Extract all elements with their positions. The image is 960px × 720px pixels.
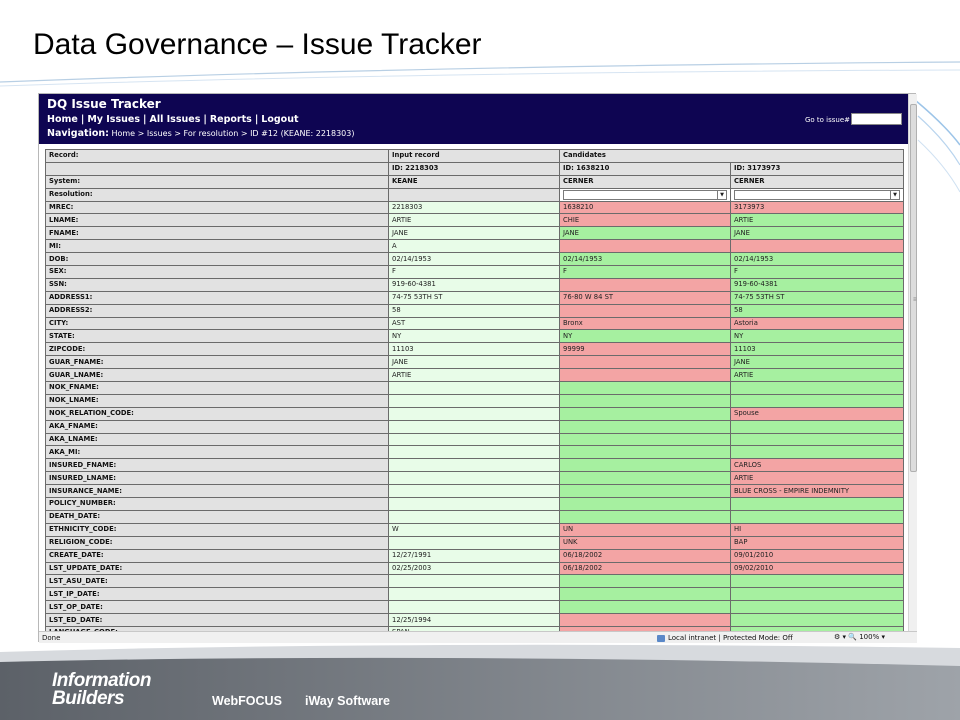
candidate2-value-cell: 02/14/1953 [731,253,904,266]
table-row [46,330,904,343]
candidate2-value-cell [731,420,904,433]
input-value-cell: W [389,523,560,536]
field-label: ZIPCODE: [46,343,389,356]
field-label: DEATH_DATE: [46,510,389,523]
input-value-cell [389,472,560,485]
candidate2-value-cell: BLUE CROSS - EMPIRE INDEMNITY [731,485,904,498]
table-row [46,343,904,356]
field-label: POLICY_NUMBER: [46,498,389,511]
candidate2-value-cell [731,446,904,459]
candidate1-value-cell [560,575,731,588]
input-value-cell: 12/27/1991 [389,549,560,562]
candidate2-value-cell: HI [731,523,904,536]
candidate2-value-cell [731,601,904,614]
field-label: INSURED_FNAME: [46,459,389,472]
field-label: LST_UPDATE_DATE: [46,562,389,575]
app-menu [47,114,299,125]
field-label: LST_ED_DATE: [46,614,389,627]
candidate2-value-cell: JANE [731,227,904,240]
table-row [46,510,904,523]
input-value-cell [389,575,560,588]
input-system: KEANE [389,175,560,188]
table-row [46,549,904,562]
table-row [46,459,904,472]
table-row [46,420,904,433]
menu-my-issues-link[interactable]: My Issues [87,114,140,125]
slide-title: Data Governance – Issue Tracker [33,28,482,61]
candidate2-value-cell [731,382,904,395]
candidate2-system: CERNER [731,175,904,188]
table-resolution-row [46,188,904,201]
candidate2-value-cell: JANE [731,356,904,369]
table-row [46,266,904,279]
input-value-cell [389,498,560,511]
candidate2-value-cell [731,394,904,407]
breadcrumb-path[interactable]: Home > Issues > For resolution > ID #12 (KEANE: 2218303) [111,129,355,138]
candidate2-value-cell [731,588,904,601]
candidate2-value-cell: NY [731,330,904,343]
table-row [46,253,904,266]
candidate1-value-cell [560,394,731,407]
input-value-cell [389,536,560,549]
issue-comparison-table [45,149,904,640]
table-row [46,472,904,485]
record-header: Record: [46,150,389,163]
candidate2-value-cell: F [731,266,904,279]
candidate2-value-cell: ARTIE [731,214,904,227]
table-row [46,201,904,214]
empty-cell [46,162,389,175]
field-label: MI: [46,240,389,253]
table-row [46,601,904,614]
input-value-cell [389,485,560,498]
field-label: ETHNICITY_CODE: [46,523,389,536]
candidate2-value-cell: ARTIE [731,472,904,485]
input-value-cell: 2218303 [389,201,560,214]
table-row [46,562,904,575]
input-value-cell: ARTIE [389,369,560,382]
breadcrumb-label: Navigation: [47,128,109,139]
candidate2-value-cell: 58 [731,304,904,317]
input-value-cell: 02/14/1953 [389,253,560,266]
candidate1-value-cell [560,382,731,395]
candidate1-value-cell: 99999 [560,343,731,356]
candidate1-value-cell [560,472,731,485]
field-label: NOK_RELATION_CODE: [46,407,389,420]
input-value-cell: 11103 [389,343,560,356]
table-row [46,407,904,420]
table-row [46,356,904,369]
menu-home-link[interactable]: Home [47,114,78,125]
issue-table-container [45,149,903,631]
candidate2-value-cell: 09/02/2010 [731,562,904,575]
field-label: MREC: [46,201,389,214]
field-label: ADDRESS2: [46,304,389,317]
menu-separator: | [80,114,85,125]
candidate2-value-cell: Astoria [731,317,904,330]
field-label: STATE: [46,330,389,343]
table-row [46,394,904,407]
chevron-down-icon[interactable]: ▼ [717,191,726,199]
candidate1-value-cell [560,369,731,382]
candidate1-value-cell [560,420,731,433]
table-row [46,227,904,240]
table-row [46,304,904,317]
candidate2-value-cell [731,510,904,523]
candidate1-value-cell [560,356,731,369]
input-value-cell: ARTIE [389,214,560,227]
field-label: CREATE_DATE: [46,549,389,562]
scrollbar-thumb[interactable] [910,104,917,472]
candidate1-id: ID: 1638210 [560,162,731,175]
table-row [46,446,904,459]
candidate1-value-cell [560,446,731,459]
candidate1-resolution-select[interactable] [563,190,727,200]
resolution-label: Resolution: [46,188,389,201]
input-value-cell [389,601,560,614]
input-id: ID: 2218303 [389,162,560,175]
menu-separator: | [203,114,207,125]
menu-all-issues-link[interactable]: All Issues [149,114,201,125]
candidate1-value-cell [560,510,731,523]
table-row [46,317,904,330]
breadcrumb [47,128,354,139]
candidate1-value-cell: JANE [560,227,731,240]
candidate2-value-cell: CARLOS [731,459,904,472]
protected-mode-icon[interactable]: ⚙ [834,633,841,641]
candidate1-value-cell: F [560,266,731,279]
input-value-cell [389,407,560,420]
candidate1-value-cell [560,407,731,420]
input-value-cell: 12/25/1994 [389,614,560,627]
candidate1-value-cell: 1638210 [560,201,731,214]
candidate1-value-cell: UN [560,523,731,536]
candidate1-value-cell: 06/18/2002 [560,562,731,575]
chevron-down-icon[interactable]: ▾ [842,633,847,641]
goto-issue-input[interactable] [851,113,902,125]
input-value-cell: 02/25/2003 [389,562,560,575]
candidate2-value-cell: Spouse [731,407,904,420]
candidate2-value-cell: ARTIE [731,369,904,382]
empty-cell [389,188,560,201]
table-row [46,498,904,511]
table-row [46,214,904,227]
chevron-down-icon[interactable]: ▼ [890,191,899,199]
field-label: GUAR_LNAME: [46,369,389,382]
status-text: Done [42,634,61,642]
input-value-cell [389,510,560,523]
table-id-row [46,162,904,175]
candidate1-resolution-cell [560,188,731,201]
table-row [46,588,904,601]
field-label: AKA_FNAME: [46,420,389,433]
input-value-cell: JANE [389,356,560,369]
candidate1-value-cell [560,240,731,253]
candidate2-value-cell [731,433,904,446]
input-value-cell: JANE [389,227,560,240]
candidate2-value-cell: 09/01/2010 [731,549,904,562]
table-row [46,536,904,549]
candidate2-value-cell [731,575,904,588]
field-label: NOK_LNAME: [46,394,389,407]
input-value-cell: NY [389,330,560,343]
input-value-cell [389,382,560,395]
app-header [39,94,908,144]
table-row [46,433,904,446]
menu-logout-link[interactable]: Logout [261,114,299,125]
input-value-cell: AST [389,317,560,330]
menu-separator: | [254,114,259,125]
table-row [46,523,904,536]
input-value-cell [389,394,560,407]
iway-software-label: iWay Software [305,694,390,708]
candidate2-value-cell: 3173973 [731,201,904,214]
input-value-cell [389,459,560,472]
app-title: DQ Issue Tracker [47,97,161,111]
candidate1-system: CERNER [560,175,731,188]
table-system-row [46,175,904,188]
candidate2-value-cell: 919-60-4381 [731,278,904,291]
candidate1-value-cell: 06/18/2002 [560,549,731,562]
input-value-cell: F [389,266,560,279]
input-value-cell: A [389,240,560,253]
field-label: GUAR_FNAME: [46,356,389,369]
candidate2-value-cell: BAP [731,536,904,549]
webfocus-label: WebFOCUS [212,694,282,708]
candidate2-resolution-select[interactable] [734,190,900,200]
field-label: NOK_FNAME: [46,382,389,395]
browser-window [38,93,916,642]
table-row [46,240,904,253]
field-label: LNAME: [46,214,389,227]
candidate1-value-cell [560,459,731,472]
candidate1-value-cell: UNK [560,536,731,549]
candidate1-value-cell [560,433,731,446]
table-row [46,485,904,498]
zoom-level[interactable]: 100% [859,633,880,641]
table-row [46,614,904,627]
system-label: System: [46,175,389,188]
menu-separator: | [142,114,147,125]
security-zone-text: Local intranet | Protected Mode: Off [668,634,793,642]
table-header-row [46,150,904,163]
goto-issue-label: Go to issue# [805,116,851,124]
table-row [46,369,904,382]
candidates-header: Candidates [560,150,904,163]
candidate1-value-cell: CHIE [560,214,731,227]
candidate1-value-cell: 76-80 W 84 ST [560,291,731,304]
field-label: ADDRESS1: [46,291,389,304]
field-label: DOB: [46,253,389,266]
candidate1-value-cell [560,588,731,601]
candidate2-id: ID: 3173973 [731,162,904,175]
field-label: FNAME: [46,227,389,240]
candidate1-value-cell [560,614,731,627]
candidate1-value-cell [560,498,731,511]
input-value-cell: 58 [389,304,560,317]
candidate2-resolution-cell [731,188,904,201]
field-label: LST_OP_DATE: [46,601,389,614]
field-label: INSURANCE_NAME: [46,485,389,498]
chevron-down-icon[interactable]: ▾ [881,633,885,641]
candidate2-value-cell [731,498,904,511]
table-row [46,575,904,588]
field-label: SEX: [46,266,389,279]
grip-icon: ≡ [913,297,917,303]
candidate1-value-cell: 02/14/1953 [560,253,731,266]
input-value-cell [389,446,560,459]
candidate2-value-cell: 74-75 53TH ST [731,291,904,304]
field-label: SSN: [46,278,389,291]
table-row [46,382,904,395]
menu-reports-link[interactable]: Reports [209,114,252,125]
candidate1-value-cell [560,278,731,291]
field-label: LST_ASU_DATE: [46,575,389,588]
field-label: LST_IP_DATE: [46,588,389,601]
brand-line1: Information [52,670,151,691]
candidate2-value-cell [731,614,904,627]
field-label: AKA_LNAME: [46,433,389,446]
field-label: AKA_MI: [46,446,389,459]
field-label: INSURED_LNAME: [46,472,389,485]
table-row [46,278,904,291]
information-builders-logo [52,672,151,708]
input-value-cell [389,588,560,601]
input-value-cell: 74-75 53TH ST [389,291,560,304]
table-row [46,291,904,304]
candidate1-value-cell [560,485,731,498]
input-value-cell: 919-60-4381 [389,278,560,291]
field-label: RELIGION_CODE: [46,536,389,549]
input-record-header: Input record [389,150,560,163]
zoom-icon[interactable]: 🔍 [848,633,857,641]
candidate1-value-cell [560,304,731,317]
vertical-scrollbar[interactable] [908,94,917,631]
input-value-cell [389,433,560,446]
brand-line2: Builders [52,688,125,709]
candidate2-value-cell [731,240,904,253]
candidate1-value-cell: NY [560,330,731,343]
field-label: CITY: [46,317,389,330]
candidate1-value-cell [560,601,731,614]
candidate2-value-cell: 11103 [731,343,904,356]
candidate1-value-cell: Bronx [560,317,731,330]
input-value-cell [389,420,560,433]
